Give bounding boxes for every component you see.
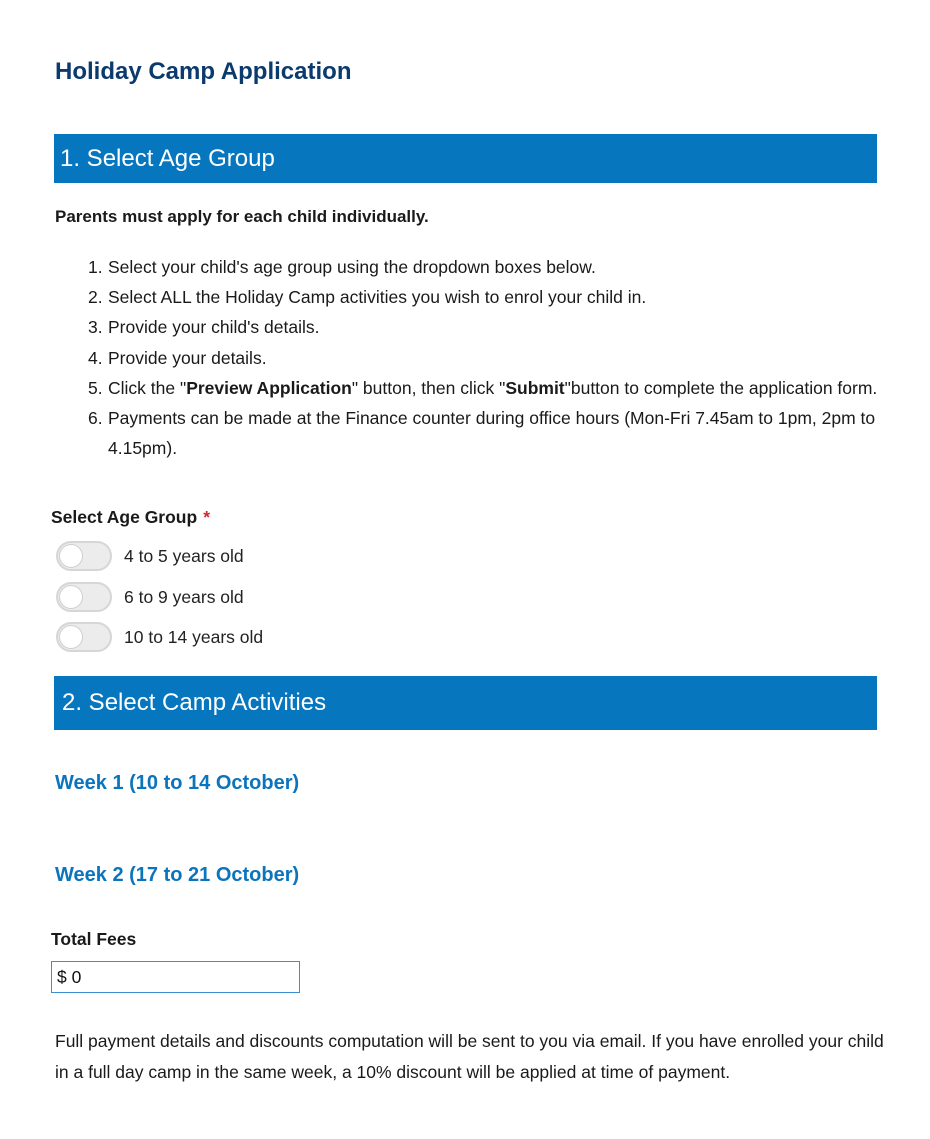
instruction-item (88, 312, 883, 342)
instruction-text: Provide your child's details. (108, 317, 320, 338)
instruction-text: Select ALL the Holiday Camp activities you wish to enrol your child in. (108, 287, 647, 308)
instruction-number: 6. (88, 408, 103, 429)
preview-application-reference: Preview Application (186, 377, 352, 398)
instruction-item (88, 403, 883, 463)
instruction-number: 5. (88, 377, 103, 398)
toggle-knob (59, 585, 83, 609)
toggle-knob (59, 544, 83, 568)
required-asterisk: * (203, 507, 210, 527)
age-option-6-to-9[interactable] (56, 581, 244, 613)
payment-note: Full payment details and discounts computation will be sent to you via email. If you have enrolled your child in a full day camp in the same week, a 10% discount will be applied at time of payment. (55, 1031, 884, 1082)
instruction-item (88, 252, 883, 282)
page-title: Holiday Camp Application (55, 58, 352, 85)
intro-note: Parents must apply for each child individually. (55, 207, 429, 226)
week-1-heading: Week 1 (10 to 14 October) (55, 772, 300, 794)
instruction-text: Provide your details. (108, 347, 267, 368)
toggle-switch-off-icon[interactable] (56, 622, 112, 652)
section-header-label: 1. Select Age Group (60, 144, 275, 172)
toggle-knob (59, 625, 83, 649)
age-option-4-to-5[interactable] (56, 540, 244, 572)
instruction-number: 3. (88, 317, 103, 338)
instruction-text-middle: " button, then click " (351, 377, 506, 398)
age-option-label[interactable]: 6 to 9 years old (124, 586, 244, 607)
instruction-item (88, 343, 883, 373)
section-header-age-group (54, 134, 877, 183)
age-option-label[interactable]: 4 to 5 years old (124, 545, 244, 566)
age-option-10-to-14[interactable] (56, 621, 263, 653)
instruction-item (88, 282, 883, 312)
total-fees-field[interactable] (51, 961, 300, 993)
age-option-label[interactable]: 10 to 14 years old (124, 626, 264, 647)
section-header-label: 2. Select Camp Activities (62, 689, 327, 716)
total-fees-label: Total Fees (51, 929, 137, 949)
week-2-heading: Week 2 (17 to 21 October) (55, 864, 300, 886)
instruction-text: Payments can be made at the Finance counter during office hours (Mon-Fri 7.45am to 1pm, 2pm to 4.15pm). (108, 408, 876, 459)
instruction-number: 2. (88, 287, 103, 308)
toggle-switch-off-icon[interactable] (56, 541, 112, 571)
submit-reference: Submit (505, 377, 565, 398)
instruction-number: 4. (88, 347, 103, 368)
toggle-switch-off-icon[interactable] (56, 582, 112, 612)
instruction-number: 1. (88, 257, 103, 277)
section-header-camp-activities (54, 676, 877, 730)
instruction-list (88, 252, 883, 463)
instruction-text-suffix: "button to complete the application form. (564, 377, 878, 398)
instruction-text: Select your child's age group using the dropdown boxes below. (108, 257, 596, 277)
total-fees-value: $ 0 (57, 966, 82, 987)
instruction-text-prefix: Click the " (108, 377, 187, 398)
instruction-item (88, 373, 883, 403)
age-group-field-label (51, 507, 210, 528)
age-group-label-text: Select Age Group (51, 507, 198, 527)
